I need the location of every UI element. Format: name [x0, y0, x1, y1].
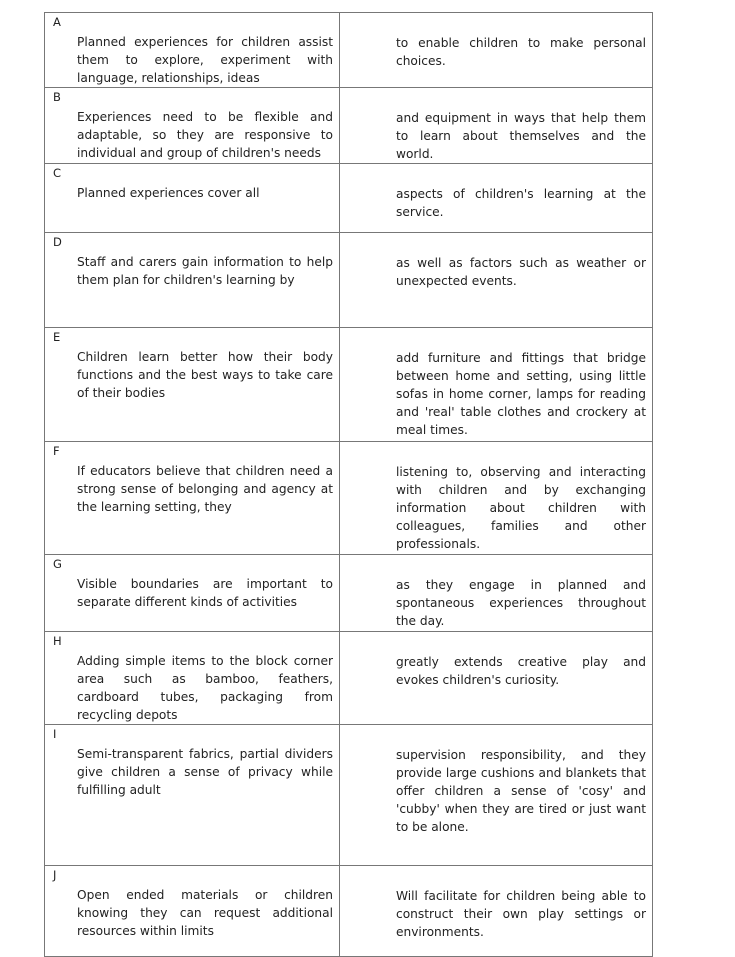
table-row [45, 13, 653, 88]
row-letter: D [53, 235, 62, 249]
table-row [45, 555, 653, 632]
left-text: Semi-transparent fabrics, partial dividers give children a sense of privacy while fulfilling adult [77, 747, 333, 797]
left-text: Visible boundaries are important to separate different kinds of activities [77, 577, 333, 609]
row-letter: J [53, 868, 57, 882]
right-cell [340, 164, 653, 233]
left-text: Planned experiences for children assist them to explore, experiment with language, relationships, ideas [77, 35, 333, 85]
right-cell [340, 555, 653, 632]
left-cell [45, 442, 340, 555]
left-text: If educators believe that children need a strong sense of belonging and agency at the learning setting, they [77, 464, 333, 514]
right-text: aspects of children's learning at the service. [396, 187, 646, 219]
right-text: to enable children to make personal choices. [396, 36, 646, 68]
left-cell [45, 866, 340, 957]
left-text: Open ended materials or children knowing they can request additional resources within limits [77, 888, 333, 938]
row-letter: H [53, 634, 62, 648]
left-text: Staff and carers gain information to help them plan for children's learning by [77, 255, 333, 287]
row-letter: I [53, 727, 57, 741]
row-letter: G [53, 557, 62, 571]
table-row [45, 328, 653, 442]
right-cell [340, 88, 653, 164]
table-row [45, 632, 653, 725]
table-row [45, 442, 653, 555]
left-text: Children learn better how their body functions and the best ways to take care of their bodies [77, 350, 333, 400]
left-cell [45, 164, 340, 233]
row-letter: E [53, 330, 61, 344]
right-cell [340, 328, 653, 442]
left-text: Planned experiences cover all [77, 186, 260, 200]
row-letter: A [53, 15, 61, 29]
left-cell [45, 632, 340, 725]
left-cell [45, 233, 340, 328]
right-cell [340, 442, 653, 555]
right-text: add furniture and fittings that bridge between home and setting, using little sofas in home corner, lamps for reading and 'real' table clothes and crockery at meal times. [396, 351, 646, 437]
right-text: and equipment in ways that help them to learn about themselves and the world. [396, 111, 646, 161]
right-cell [340, 725, 653, 866]
left-text: Adding simple items to the block corner area such as bamboo, feathers, cardboard tubes, packaging from recycling depots [77, 654, 333, 722]
table-row [45, 866, 653, 957]
left-text: Experiences need to be flexible and adaptable, so they are responsive to individual and group of children's needs [77, 110, 333, 160]
right-text: as they engage in planned and spontaneous experiences throughout the day. [396, 578, 646, 628]
right-cell [340, 233, 653, 328]
left-cell [45, 725, 340, 866]
left-cell [45, 555, 340, 632]
right-cell [340, 866, 653, 957]
right-text: listening to, observing and interacting with children and by exchanging information about children with colleagues, families and other professionals. [396, 465, 646, 551]
right-text: greatly extends creative play and evokes children's curiosity. [396, 655, 646, 687]
table-row [45, 164, 653, 233]
row-letter: F [53, 444, 60, 458]
left-cell [45, 328, 340, 442]
matching-table [44, 12, 653, 957]
right-cell [340, 632, 653, 725]
row-letter: B [53, 90, 61, 104]
right-text: supervision responsibility, and they provide large cushions and blankets that offer children a sense of 'cosy' and 'cubby' when they are tired or just want to be alone. [396, 748, 646, 834]
left-cell [45, 13, 340, 88]
right-text: Will facilitate for children being able to construct their own play settings or environments. [396, 889, 646, 939]
table-row [45, 88, 653, 164]
row-letter: C [53, 166, 62, 180]
left-cell [45, 88, 340, 164]
table-row [45, 725, 653, 866]
table-row [45, 233, 653, 328]
right-text: as well as factors such as weather or unexpected events. [396, 256, 646, 288]
right-cell [340, 13, 653, 88]
